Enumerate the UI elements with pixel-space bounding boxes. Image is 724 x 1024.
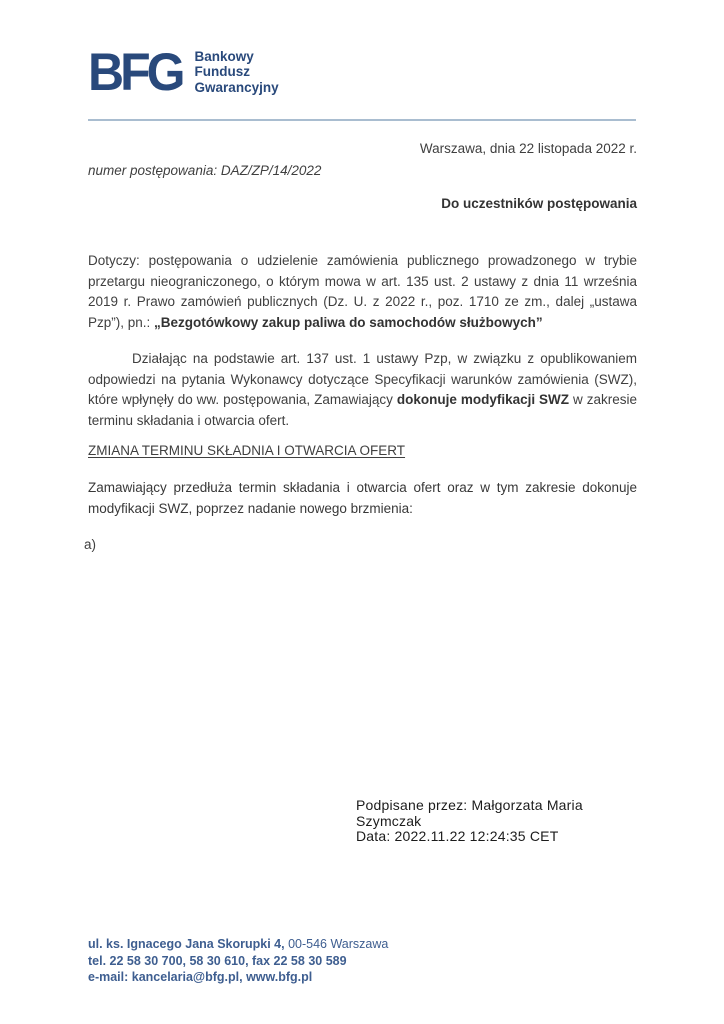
signature-line-signed-by: Podpisane przez: Małgorzata Maria xyxy=(356,797,583,813)
paragraph-dotyczy-bold-title: „Bezgotówkowy zakup paliwa do samochodów służbowych” xyxy=(154,314,543,330)
paragraph-dzialajac xyxy=(88,349,637,431)
place-and-date: Warszawa, dnia 22 listopada 2022 r. xyxy=(419,141,637,156)
footer-phone-line: tel. 22 58 30 700, 58 30 610, fax 22 58 30 589 xyxy=(88,953,347,968)
paragraph-dotyczy-regular: Dotyczy: postępowania o udzielenie zamówienia publicznego prowadzonego w trybie przetargu nieograniczonego, o którym mowa w art. 135 ust. 2 ustawy z dnia 11 września 2019 r. Prawo zamówień publicznych (Dz. U. z 2022 r., poz. 1710 ze zm., dalej „ustawa Pzp”), pn.: xyxy=(88,253,637,330)
section-heading-zmiana-terminu: ZMIANA TERMINU SKŁADNIA I OTWARCIA OFERT xyxy=(88,443,406,458)
logo-word-bankowy: Bankowy xyxy=(194,48,254,64)
paragraph-przedluzenie: Zamawiający przedłuża termin składania i otwarcia ofert oraz w tym zakresie dokonuje modyfikacji SWZ, poprzez nadanie nowego brzmienia: xyxy=(88,480,637,516)
bfg-logo-acronym: BFG xyxy=(88,42,182,102)
footer-email-line: e-mail: kancelaria@bfg.pl, www.bfg.pl xyxy=(88,970,313,984)
bfg-logo-wordmark xyxy=(195,49,279,96)
signature-line-date: Data: 2022.11.22 12:24:35 CET xyxy=(356,828,559,844)
footer-contact-block xyxy=(88,936,388,986)
logo-word-gwarancyjny: Gwarancyjny xyxy=(194,79,279,95)
footer-address-line xyxy=(88,936,388,953)
footer-address-bold: ul. ks. Ignacego Jana Skorupki 4, xyxy=(88,937,285,951)
logo-word-fundusz: Fundusz xyxy=(194,64,251,80)
paragraph-dzialajac-part2: w zakresie terminu składania i otwarcia ofert. xyxy=(88,392,637,428)
paragraph-dzialajac-part1: Działając na podstawie art. 137 ust. 1 ustawy Pzp, w związku z opublikowaniem odpowiedzi na pytania Wykonawcy dotyczące Specyfikacji warunków zamówienia (SWZ), które wpłynęły do ww. postępowania, Zamawiający xyxy=(88,351,637,407)
addressee-line: Do uczestników postępowania xyxy=(441,196,637,211)
footer-address-rest: 00-546 Warszawa xyxy=(284,937,389,951)
digital-signature-stamp xyxy=(356,798,583,845)
signature-line-surname: Szymczak xyxy=(356,812,422,829)
paragraph-dzialajac-bold: dokonuje modyfikacji SWZ xyxy=(396,392,570,407)
paragraph-dotyczy xyxy=(88,251,637,333)
bfg-logo xyxy=(88,42,279,102)
list-item-a: a) xyxy=(84,537,97,552)
case-number: numer postępowania: DAZ/ZP/14/2022 xyxy=(88,163,322,178)
header-divider xyxy=(88,119,636,121)
